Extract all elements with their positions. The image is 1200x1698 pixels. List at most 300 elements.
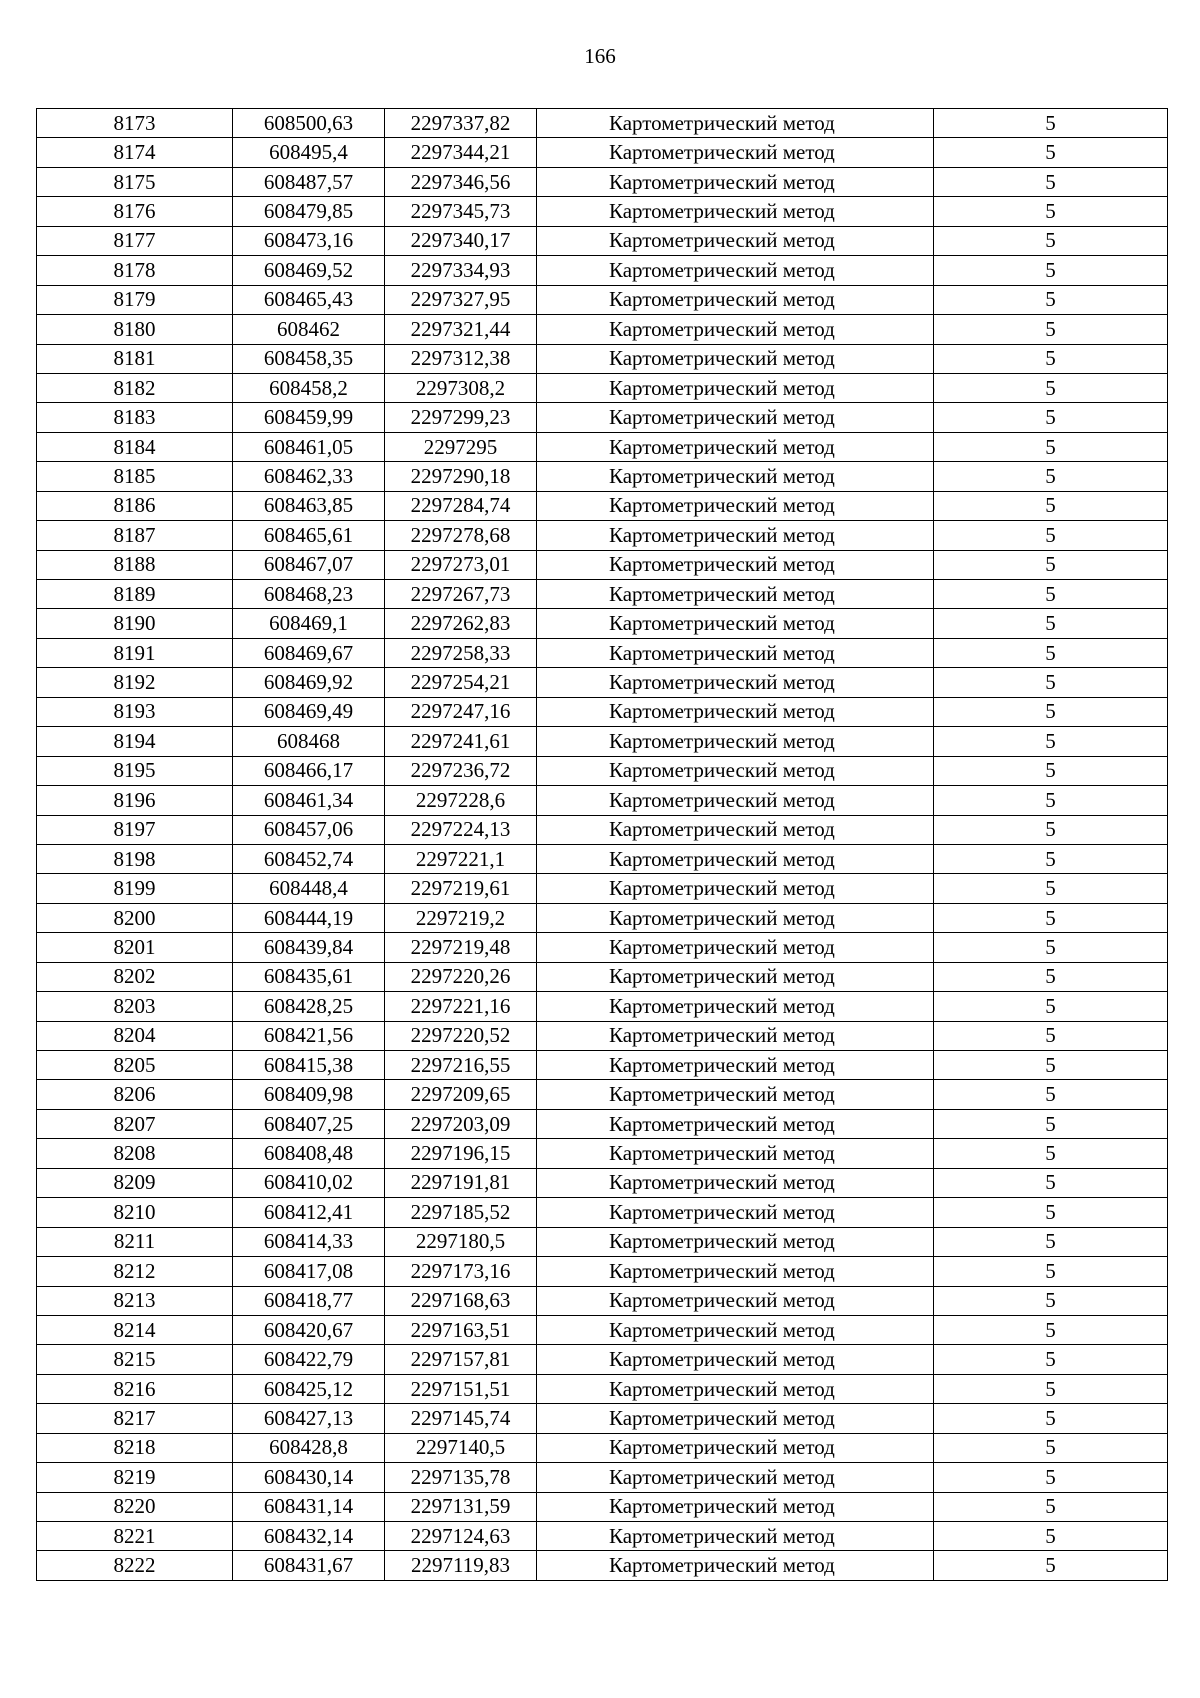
table-row xyxy=(37,1080,1168,1109)
accuracy-cell: 5 xyxy=(934,167,1168,196)
accuracy-cell: 5 xyxy=(934,1109,1168,1138)
x-coordinate-cell: 608428,8 xyxy=(233,1433,385,1462)
coordinates-table xyxy=(36,108,1168,1581)
method-cell: Картометрический метод xyxy=(537,962,934,991)
table-row xyxy=(37,1374,1168,1403)
method-cell: Картометрический метод xyxy=(537,1198,934,1227)
accuracy-cell: 5 xyxy=(934,344,1168,373)
y-coordinate-cell: 2297124,63 xyxy=(385,1522,537,1551)
table-row xyxy=(37,1286,1168,1315)
accuracy-cell: 5 xyxy=(934,933,1168,962)
point-number-cell: 8217 xyxy=(37,1404,233,1433)
y-coordinate-cell: 2297254,21 xyxy=(385,668,537,697)
point-number-cell: 8219 xyxy=(37,1463,233,1492)
method-cell: Картометрический метод xyxy=(537,1021,934,1050)
method-cell: Картометрический метод xyxy=(537,844,934,873)
method-cell: Картометрический метод xyxy=(537,1374,934,1403)
table-row xyxy=(37,580,1168,609)
accuracy-cell: 5 xyxy=(934,638,1168,667)
point-number-cell: 8173 xyxy=(37,109,233,138)
point-number-cell: 8194 xyxy=(37,727,233,756)
table-row xyxy=(37,1021,1168,1050)
method-cell: Картометрический метод xyxy=(537,226,934,255)
x-coordinate-cell: 608414,33 xyxy=(233,1227,385,1256)
table-row xyxy=(37,638,1168,667)
table-row xyxy=(37,874,1168,903)
accuracy-cell: 5 xyxy=(934,1168,1168,1197)
method-cell: Картометрический метод xyxy=(537,550,934,579)
x-coordinate-cell: 608412,41 xyxy=(233,1198,385,1227)
method-cell: Картометрический метод xyxy=(537,1227,934,1256)
method-cell: Картометрический метод xyxy=(537,1492,934,1521)
x-coordinate-cell: 608487,57 xyxy=(233,167,385,196)
y-coordinate-cell: 2297180,5 xyxy=(385,1227,537,1256)
x-coordinate-cell: 608439,84 xyxy=(233,933,385,962)
method-cell: Картометрический метод xyxy=(537,109,934,138)
x-coordinate-cell: 608459,99 xyxy=(233,403,385,432)
method-cell: Картометрический метод xyxy=(537,933,934,962)
method-cell: Картометрический метод xyxy=(537,1315,934,1344)
accuracy-cell: 5 xyxy=(934,992,1168,1021)
table-row xyxy=(37,727,1168,756)
point-number-cell: 8189 xyxy=(37,580,233,609)
point-number-cell: 8208 xyxy=(37,1139,233,1168)
x-coordinate-cell: 608458,2 xyxy=(233,373,385,402)
point-number-cell: 8216 xyxy=(37,1374,233,1403)
y-coordinate-cell: 2297157,81 xyxy=(385,1345,537,1374)
method-cell: Картометрический метод xyxy=(537,1257,934,1286)
method-cell: Картометрический метод xyxy=(537,903,934,932)
x-coordinate-cell: 608428,25 xyxy=(233,992,385,1021)
point-number-cell: 8191 xyxy=(37,638,233,667)
accuracy-cell: 5 xyxy=(934,1433,1168,1462)
accuracy-cell: 5 xyxy=(934,462,1168,491)
point-number-cell: 8209 xyxy=(37,1168,233,1197)
point-number-cell: 8174 xyxy=(37,138,233,167)
accuracy-cell: 5 xyxy=(934,1227,1168,1256)
table-row xyxy=(37,1345,1168,1374)
table-row xyxy=(37,844,1168,873)
y-coordinate-cell: 2297216,55 xyxy=(385,1051,537,1080)
y-coordinate-cell: 2297151,51 xyxy=(385,1374,537,1403)
x-coordinate-cell: 608469,49 xyxy=(233,697,385,726)
accuracy-cell: 5 xyxy=(934,1198,1168,1227)
point-number-cell: 8203 xyxy=(37,992,233,1021)
method-cell: Картометрический метод xyxy=(537,1433,934,1462)
method-cell: Картометрический метод xyxy=(537,638,934,667)
accuracy-cell: 5 xyxy=(934,609,1168,638)
point-number-cell: 8185 xyxy=(37,462,233,491)
y-coordinate-cell: 2297312,38 xyxy=(385,344,537,373)
y-coordinate-cell: 2297346,56 xyxy=(385,167,537,196)
table-row xyxy=(37,992,1168,1021)
x-coordinate-cell: 608422,79 xyxy=(233,1345,385,1374)
point-number-cell: 8222 xyxy=(37,1551,233,1580)
point-number-cell: 8178 xyxy=(37,256,233,285)
y-coordinate-cell: 2297236,72 xyxy=(385,756,537,785)
x-coordinate-cell: 608465,43 xyxy=(233,285,385,314)
point-number-cell: 8198 xyxy=(37,844,233,873)
accuracy-cell: 5 xyxy=(934,1080,1168,1109)
point-number-cell: 8180 xyxy=(37,315,233,344)
x-coordinate-cell: 608462,33 xyxy=(233,462,385,491)
accuracy-cell: 5 xyxy=(934,580,1168,609)
accuracy-cell: 5 xyxy=(934,285,1168,314)
y-coordinate-cell: 2297185,52 xyxy=(385,1198,537,1227)
y-coordinate-cell: 2297173,16 xyxy=(385,1257,537,1286)
x-coordinate-cell: 608452,74 xyxy=(233,844,385,873)
x-coordinate-cell: 608479,85 xyxy=(233,197,385,226)
table-row xyxy=(37,786,1168,815)
table-row xyxy=(37,109,1168,138)
x-coordinate-cell: 608415,38 xyxy=(233,1051,385,1080)
table-row xyxy=(37,1051,1168,1080)
table-row xyxy=(37,1315,1168,1344)
table-row xyxy=(37,1198,1168,1227)
x-coordinate-cell: 608430,14 xyxy=(233,1463,385,1492)
table-row xyxy=(37,403,1168,432)
y-coordinate-cell: 2297308,2 xyxy=(385,373,537,402)
table-row xyxy=(37,226,1168,255)
method-cell: Картометрический метод xyxy=(537,580,934,609)
table-row xyxy=(37,1139,1168,1168)
accuracy-cell: 5 xyxy=(934,109,1168,138)
x-coordinate-cell: 608432,14 xyxy=(233,1522,385,1551)
accuracy-cell: 5 xyxy=(934,874,1168,903)
x-coordinate-cell: 608466,17 xyxy=(233,756,385,785)
y-coordinate-cell: 2297209,65 xyxy=(385,1080,537,1109)
accuracy-cell: 5 xyxy=(934,138,1168,167)
method-cell: Картометрический метод xyxy=(537,1345,934,1374)
accuracy-cell: 5 xyxy=(934,697,1168,726)
point-number-cell: 8212 xyxy=(37,1257,233,1286)
accuracy-cell: 5 xyxy=(934,491,1168,520)
point-number-cell: 8205 xyxy=(37,1051,233,1080)
method-cell: Картометрический метод xyxy=(537,609,934,638)
y-coordinate-cell: 2297340,17 xyxy=(385,226,537,255)
y-coordinate-cell: 2297219,48 xyxy=(385,933,537,962)
point-number-cell: 8179 xyxy=(37,285,233,314)
point-number-cell: 8215 xyxy=(37,1345,233,1374)
table-row xyxy=(37,197,1168,226)
table-row xyxy=(37,167,1168,196)
table-row xyxy=(37,697,1168,726)
x-coordinate-cell: 608500,63 xyxy=(233,109,385,138)
point-number-cell: 8184 xyxy=(37,432,233,461)
y-coordinate-cell: 2297290,18 xyxy=(385,462,537,491)
point-number-cell: 8192 xyxy=(37,668,233,697)
x-coordinate-cell: 608427,13 xyxy=(233,1404,385,1433)
y-coordinate-cell: 2297295 xyxy=(385,432,537,461)
accuracy-cell: 5 xyxy=(934,844,1168,873)
y-coordinate-cell: 2297203,09 xyxy=(385,1109,537,1138)
y-coordinate-cell: 2297196,15 xyxy=(385,1139,537,1168)
table-row xyxy=(37,903,1168,932)
accuracy-cell: 5 xyxy=(934,256,1168,285)
x-coordinate-cell: 608468 xyxy=(233,727,385,756)
point-number-cell: 8195 xyxy=(37,756,233,785)
y-coordinate-cell: 2297327,95 xyxy=(385,285,537,314)
y-coordinate-cell: 2297135,78 xyxy=(385,1463,537,1492)
method-cell: Картометрический метод xyxy=(537,197,934,226)
x-coordinate-cell: 608418,77 xyxy=(233,1286,385,1315)
y-coordinate-cell: 2297345,73 xyxy=(385,197,537,226)
y-coordinate-cell: 2297258,33 xyxy=(385,638,537,667)
method-cell: Картометрический метод xyxy=(537,315,934,344)
point-number-cell: 8218 xyxy=(37,1433,233,1462)
x-coordinate-cell: 608465,61 xyxy=(233,521,385,550)
accuracy-cell: 5 xyxy=(934,1492,1168,1521)
method-cell: Картометрический метод xyxy=(537,1404,934,1433)
y-coordinate-cell: 2297321,44 xyxy=(385,315,537,344)
x-coordinate-cell: 608463,85 xyxy=(233,491,385,520)
y-coordinate-cell: 2297262,83 xyxy=(385,609,537,638)
y-coordinate-cell: 2297191,81 xyxy=(385,1168,537,1197)
point-number-cell: 8199 xyxy=(37,874,233,903)
y-coordinate-cell: 2297131,59 xyxy=(385,1492,537,1521)
x-coordinate-cell: 608469,92 xyxy=(233,668,385,697)
method-cell: Картометрический метод xyxy=(537,697,934,726)
y-coordinate-cell: 2297247,16 xyxy=(385,697,537,726)
table-row xyxy=(37,1551,1168,1580)
y-coordinate-cell: 2297267,73 xyxy=(385,580,537,609)
accuracy-cell: 5 xyxy=(934,815,1168,844)
x-coordinate-cell: 608448,4 xyxy=(233,874,385,903)
point-number-cell: 8221 xyxy=(37,1522,233,1551)
point-number-cell: 8186 xyxy=(37,491,233,520)
table-row xyxy=(37,756,1168,785)
point-number-cell: 8197 xyxy=(37,815,233,844)
accuracy-cell: 5 xyxy=(934,197,1168,226)
point-number-cell: 8210 xyxy=(37,1198,233,1227)
accuracy-cell: 5 xyxy=(934,1021,1168,1050)
x-coordinate-cell: 608457,06 xyxy=(233,815,385,844)
table-row xyxy=(37,1492,1168,1521)
accuracy-cell: 5 xyxy=(934,550,1168,579)
table-row xyxy=(37,815,1168,844)
accuracy-cell: 5 xyxy=(934,1463,1168,1492)
table-row xyxy=(37,1404,1168,1433)
y-coordinate-cell: 2297220,26 xyxy=(385,962,537,991)
point-number-cell: 8190 xyxy=(37,609,233,638)
accuracy-cell: 5 xyxy=(934,962,1168,991)
point-number-cell: 8213 xyxy=(37,1286,233,1315)
point-number-cell: 8177 xyxy=(37,226,233,255)
method-cell: Картометрический метод xyxy=(537,521,934,550)
point-number-cell: 8176 xyxy=(37,197,233,226)
accuracy-cell: 5 xyxy=(934,226,1168,255)
x-coordinate-cell: 608421,56 xyxy=(233,1021,385,1050)
point-number-cell: 8201 xyxy=(37,933,233,962)
accuracy-cell: 5 xyxy=(934,1315,1168,1344)
method-cell: Картометрический метод xyxy=(537,1551,934,1580)
x-coordinate-cell: 608469,67 xyxy=(233,638,385,667)
y-coordinate-cell: 2297273,01 xyxy=(385,550,537,579)
point-number-cell: 8214 xyxy=(37,1315,233,1344)
accuracy-cell: 5 xyxy=(934,668,1168,697)
y-coordinate-cell: 2297221,16 xyxy=(385,992,537,1021)
accuracy-cell: 5 xyxy=(934,786,1168,815)
point-number-cell: 8206 xyxy=(37,1080,233,1109)
x-coordinate-cell: 608461,05 xyxy=(233,432,385,461)
x-coordinate-cell: 608417,08 xyxy=(233,1257,385,1286)
x-coordinate-cell: 608469,1 xyxy=(233,609,385,638)
x-coordinate-cell: 608425,12 xyxy=(233,1374,385,1403)
y-coordinate-cell: 2297168,63 xyxy=(385,1286,537,1315)
table-row xyxy=(37,462,1168,491)
point-number-cell: 8187 xyxy=(37,521,233,550)
method-cell: Картометрический метод xyxy=(537,1168,934,1197)
table-row xyxy=(37,285,1168,314)
accuracy-cell: 5 xyxy=(934,1257,1168,1286)
method-cell: Картометрический метод xyxy=(537,373,934,402)
point-number-cell: 8183 xyxy=(37,403,233,432)
method-cell: Картометрический метод xyxy=(537,992,934,1021)
table-row xyxy=(37,1168,1168,1197)
accuracy-cell: 5 xyxy=(934,756,1168,785)
accuracy-cell: 5 xyxy=(934,1139,1168,1168)
method-cell: Картометрический метод xyxy=(537,756,934,785)
table-row xyxy=(37,432,1168,461)
point-number-cell: 8204 xyxy=(37,1021,233,1050)
accuracy-cell: 5 xyxy=(934,1051,1168,1080)
x-coordinate-cell: 608407,25 xyxy=(233,1109,385,1138)
x-coordinate-cell: 608467,07 xyxy=(233,550,385,579)
y-coordinate-cell: 2297220,52 xyxy=(385,1021,537,1050)
method-cell: Картометрический метод xyxy=(537,167,934,196)
point-number-cell: 8207 xyxy=(37,1109,233,1138)
point-number-cell: 8188 xyxy=(37,550,233,579)
point-number-cell: 8202 xyxy=(37,962,233,991)
accuracy-cell: 5 xyxy=(934,373,1168,402)
method-cell: Картометрический метод xyxy=(537,1109,934,1138)
accuracy-cell: 5 xyxy=(934,1551,1168,1580)
accuracy-cell: 5 xyxy=(934,1345,1168,1374)
table-row xyxy=(37,550,1168,579)
x-coordinate-cell: 608435,61 xyxy=(233,962,385,991)
method-cell: Картометрический метод xyxy=(537,432,934,461)
table-row xyxy=(37,1227,1168,1256)
method-cell: Картометрический метод xyxy=(537,727,934,756)
method-cell: Картометрический метод xyxy=(537,668,934,697)
y-coordinate-cell: 2297228,6 xyxy=(385,786,537,815)
method-cell: Картометрический метод xyxy=(537,491,934,520)
table-row xyxy=(37,933,1168,962)
accuracy-cell: 5 xyxy=(934,727,1168,756)
method-cell: Картометрический метод xyxy=(537,1080,934,1109)
y-coordinate-cell: 2297221,1 xyxy=(385,844,537,873)
y-coordinate-cell: 2297299,23 xyxy=(385,403,537,432)
method-cell: Картометрический метод xyxy=(537,403,934,432)
method-cell: Картометрический метод xyxy=(537,1463,934,1492)
method-cell: Картометрический метод xyxy=(537,256,934,285)
method-cell: Картометрический метод xyxy=(537,1051,934,1080)
table-row xyxy=(37,315,1168,344)
x-coordinate-cell: 608431,14 xyxy=(233,1492,385,1521)
table-row xyxy=(37,491,1168,520)
page-number: 166 xyxy=(584,44,616,68)
x-coordinate-cell: 608469,52 xyxy=(233,256,385,285)
accuracy-cell: 5 xyxy=(934,521,1168,550)
method-cell: Картометрический метод xyxy=(537,285,934,314)
y-coordinate-cell: 2297219,61 xyxy=(385,874,537,903)
method-cell: Картометрический метод xyxy=(537,1522,934,1551)
y-coordinate-cell: 2297241,61 xyxy=(385,727,537,756)
table-row xyxy=(37,609,1168,638)
table-row xyxy=(37,1522,1168,1551)
point-number-cell: 8211 xyxy=(37,1227,233,1256)
x-coordinate-cell: 608431,67 xyxy=(233,1551,385,1580)
accuracy-cell: 5 xyxy=(934,1522,1168,1551)
table-row xyxy=(37,1433,1168,1462)
point-number-cell: 8181 xyxy=(37,344,233,373)
x-coordinate-cell: 608408,48 xyxy=(233,1139,385,1168)
y-coordinate-cell: 2297163,51 xyxy=(385,1315,537,1344)
x-coordinate-cell: 608461,34 xyxy=(233,786,385,815)
x-coordinate-cell: 608444,19 xyxy=(233,903,385,932)
point-number-cell: 8220 xyxy=(37,1492,233,1521)
x-coordinate-cell: 608468,23 xyxy=(233,580,385,609)
y-coordinate-cell: 2297219,2 xyxy=(385,903,537,932)
x-coordinate-cell: 608410,02 xyxy=(233,1168,385,1197)
x-coordinate-cell: 608473,16 xyxy=(233,226,385,255)
y-coordinate-cell: 2297145,74 xyxy=(385,1404,537,1433)
accuracy-cell: 5 xyxy=(934,1286,1168,1315)
method-cell: Картометрический метод xyxy=(537,874,934,903)
table-row xyxy=(37,138,1168,167)
x-coordinate-cell: 608495,4 xyxy=(233,138,385,167)
coordinates-table-body xyxy=(37,109,1168,1581)
x-coordinate-cell: 608420,67 xyxy=(233,1315,385,1344)
point-number-cell: 8196 xyxy=(37,786,233,815)
point-number-cell: 8193 xyxy=(37,697,233,726)
method-cell: Картометрический метод xyxy=(537,1286,934,1315)
table-row xyxy=(37,521,1168,550)
y-coordinate-cell: 2297344,21 xyxy=(385,138,537,167)
method-cell: Картометрический метод xyxy=(537,815,934,844)
table-row xyxy=(37,1463,1168,1492)
method-cell: Картометрический метод xyxy=(537,462,934,491)
y-coordinate-cell: 2297337,82 xyxy=(385,109,537,138)
table-row xyxy=(37,344,1168,373)
accuracy-cell: 5 xyxy=(934,1374,1168,1403)
accuracy-cell: 5 xyxy=(934,903,1168,932)
accuracy-cell: 5 xyxy=(934,403,1168,432)
table-row xyxy=(37,1109,1168,1138)
y-coordinate-cell: 2297119,83 xyxy=(385,1551,537,1580)
method-cell: Картометрический метод xyxy=(537,1139,934,1168)
x-coordinate-cell: 608409,98 xyxy=(233,1080,385,1109)
y-coordinate-cell: 2297284,74 xyxy=(385,491,537,520)
x-coordinate-cell: 608462 xyxy=(233,315,385,344)
y-coordinate-cell: 2297278,68 xyxy=(385,521,537,550)
table-row xyxy=(37,1257,1168,1286)
y-coordinate-cell: 2297334,93 xyxy=(385,256,537,285)
table-row xyxy=(37,962,1168,991)
point-number-cell: 8175 xyxy=(37,167,233,196)
method-cell: Картометрический метод xyxy=(537,344,934,373)
accuracy-cell: 5 xyxy=(934,432,1168,461)
point-number-cell: 8200 xyxy=(37,903,233,932)
accuracy-cell: 5 xyxy=(934,315,1168,344)
y-coordinate-cell: 2297224,13 xyxy=(385,815,537,844)
method-cell: Картометрический метод xyxy=(537,786,934,815)
point-number-cell: 8182 xyxy=(37,373,233,402)
x-coordinate-cell: 608458,35 xyxy=(233,344,385,373)
method-cell: Картометрический метод xyxy=(537,138,934,167)
table-row xyxy=(37,668,1168,697)
y-coordinate-cell: 2297140,5 xyxy=(385,1433,537,1462)
